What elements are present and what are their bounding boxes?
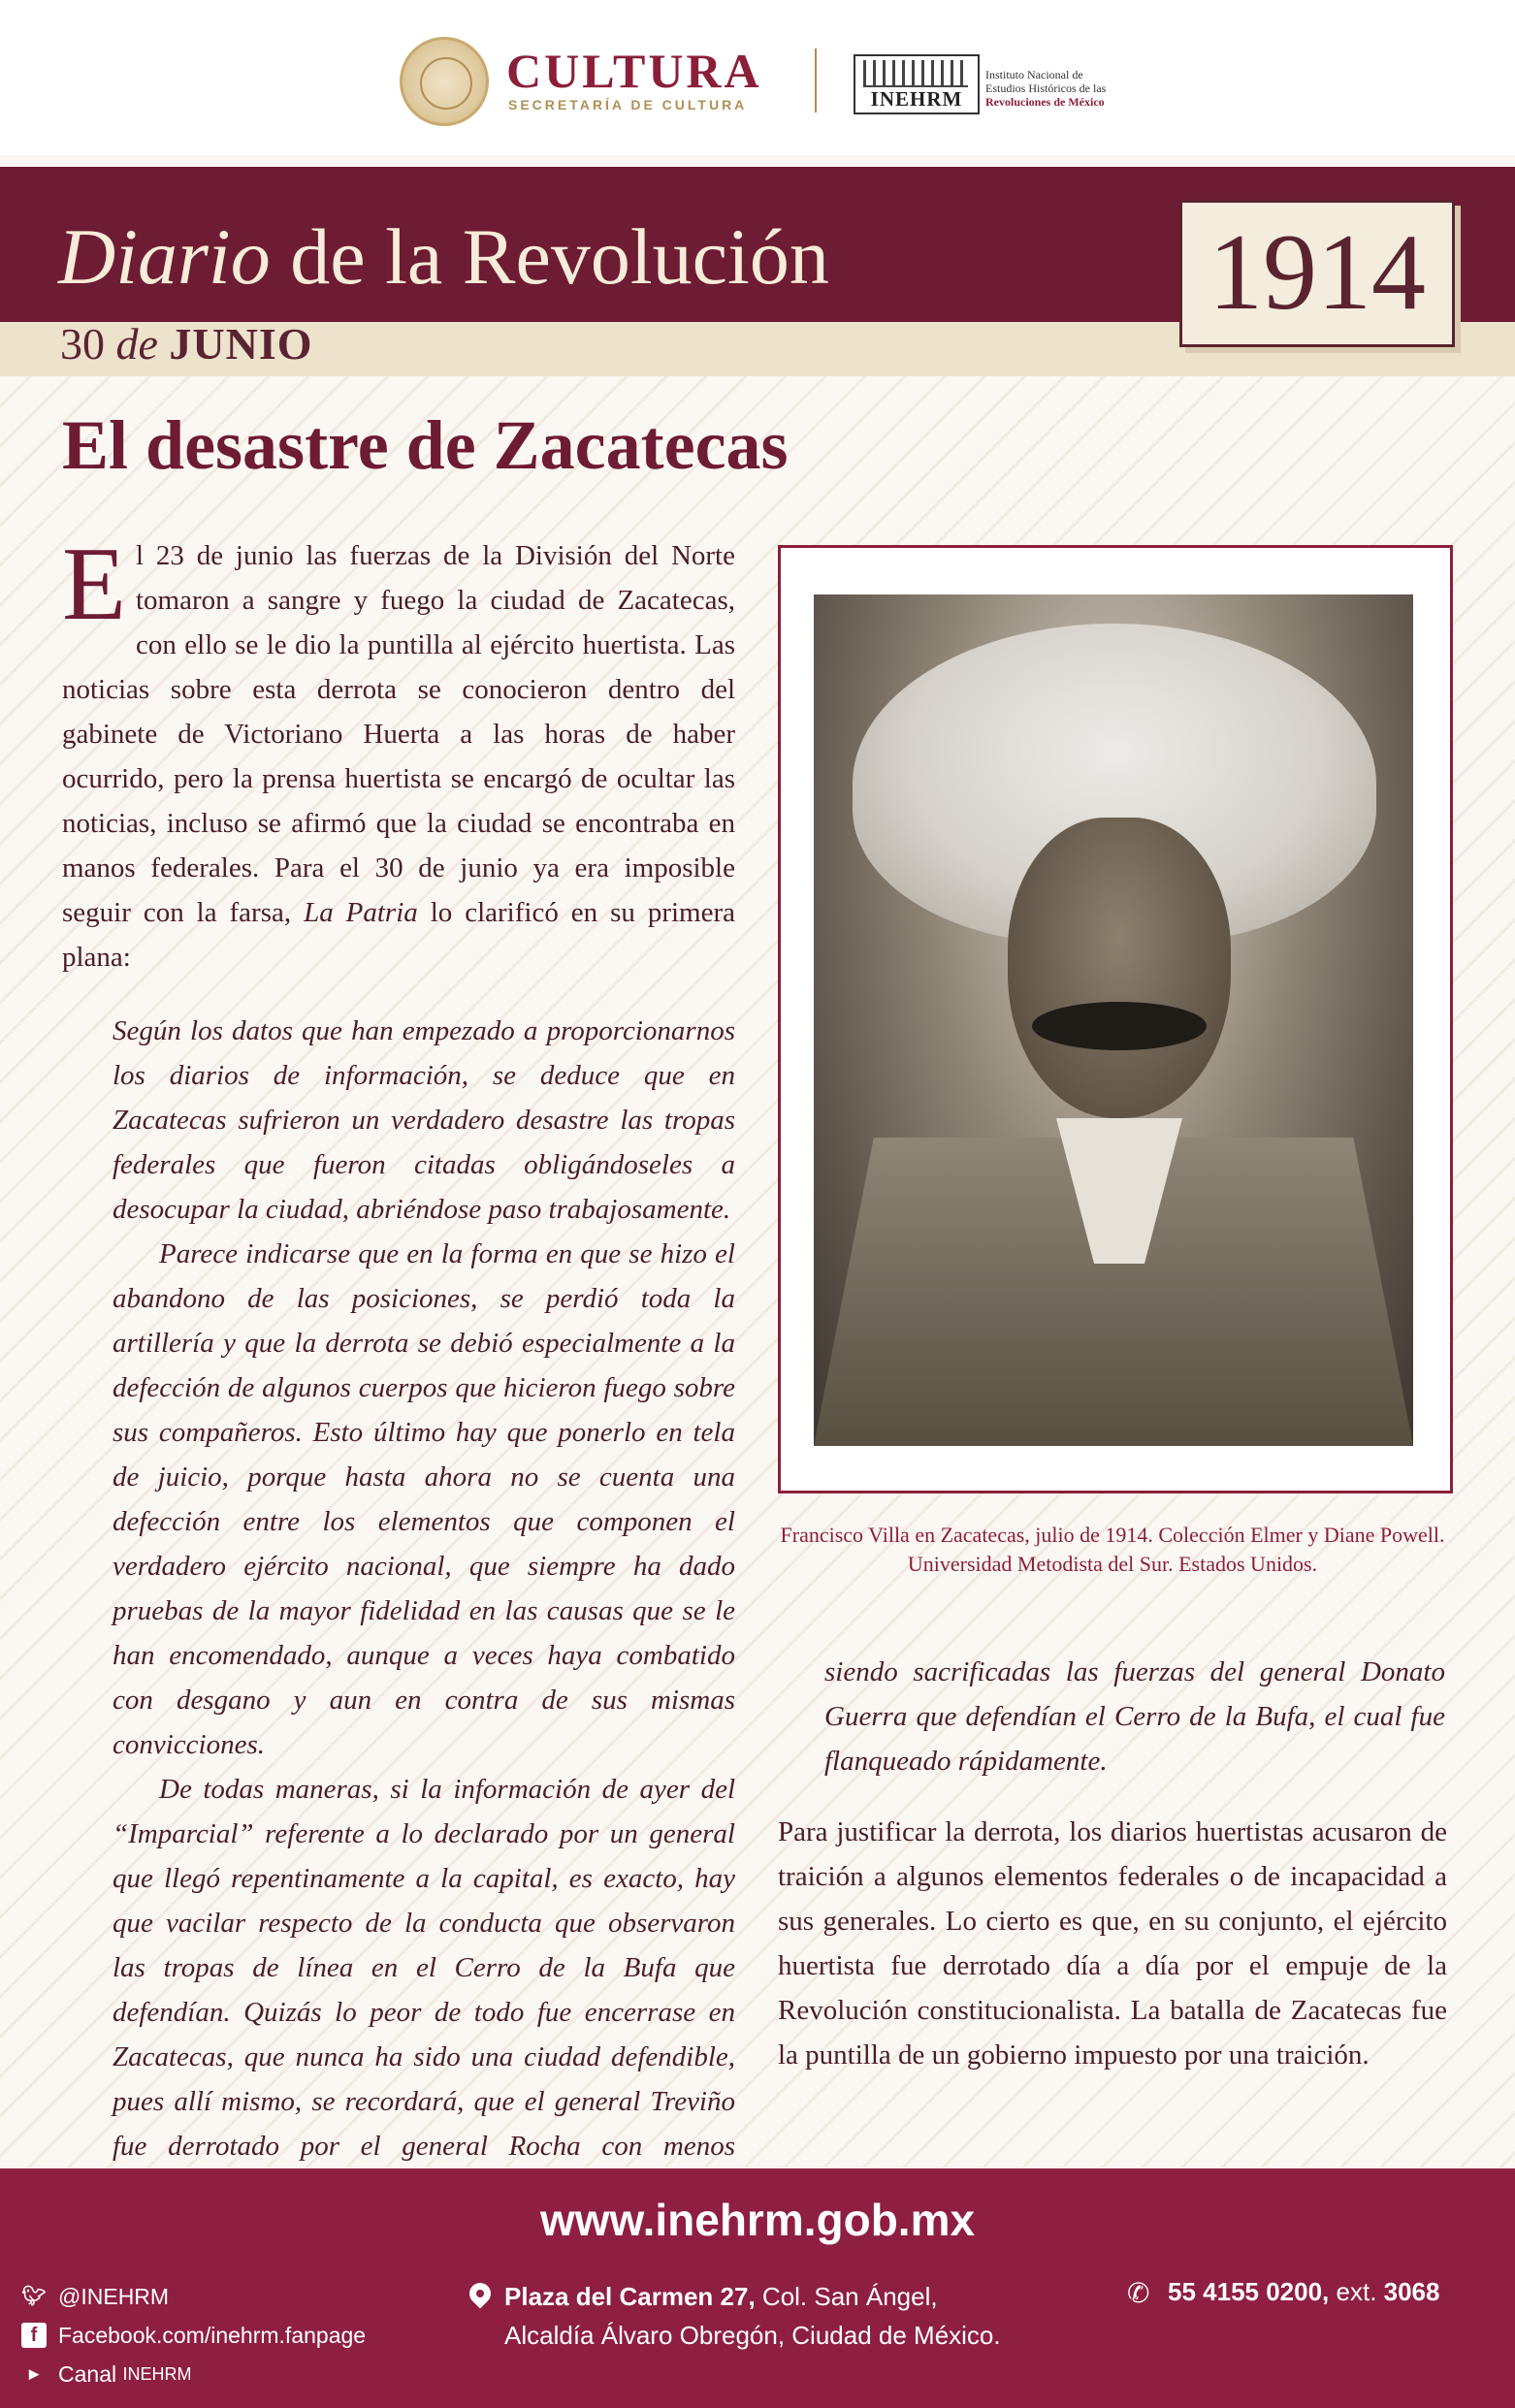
article-headline: El desastre de Zacatecas xyxy=(62,406,789,484)
quote-paragraph: De todas maneras, si la información de ayer del “Imparcial” referente a lo declarado por un general que llegó repentinamente a la capital, es exacto, hay que vacilar respecto de la conducta que observaron las tropas de línea en el Cerro de la Bufa que defendían. Quizás lo peor de todo fue encerrase en Zacatecas, que nunca ha sido una ciudad defendible, pues allí mismo, se recordará, que el general Treviño fue derrotado por el general Rocha con menos xyxy=(113,1774,735,2162)
website-link[interactable]: www.inehrm.gob.mx xyxy=(539,2195,976,2245)
conclusion-paragraph: Para justificar la derrota, los diarios huertistas acusaron de traición a algunos elementos federales o de incapacidad a sus generales. Lo cierto es que, en su conjunto, el ejército huertista fue derrotado día a día por el empuje de la Revolución constitucionalista. La batalla de Zacatecas fue la puntilla de un gobierno impuesto por una traición. xyxy=(778,1816,1447,2071)
footer xyxy=(0,2168,1515,2408)
government-seal-logo xyxy=(400,37,489,126)
phone-icon: ✆ xyxy=(1127,2278,1150,2308)
drop-cap: E xyxy=(62,527,126,642)
page-title: Diario de la Revolución xyxy=(58,212,829,301)
francisco-villa-photo xyxy=(814,594,1413,1446)
date-label: 30 de JUNIO xyxy=(60,319,313,369)
secretaria-text: SECRETARÍA DE CULTURA xyxy=(508,97,748,112)
facebook-link[interactable]: f Facebook.com/inehrm.fanpage xyxy=(21,2316,366,2355)
location-pin-icon xyxy=(465,2278,495,2308)
photo-frame xyxy=(778,545,1453,1493)
institute-name: Instituto Nacional de Estudios Históricos de las Revoluciones de México xyxy=(985,68,1107,109)
quote-paragraph: siendo sacrificadas las fuerzas del general Donato Guerra que defendían el Cerro de la Bufa, el cual fue flanqueado rápidamente. xyxy=(824,1656,1445,1777)
twitter-link[interactable]: 🐦︎ @INEHRM xyxy=(21,2284,170,2309)
facebook-icon: f xyxy=(21,2323,47,2348)
social-links xyxy=(21,2277,366,2393)
photo-caption: Francisco Villa en Zacatecas, julio de 1914. Colección Elmer y Diane Powell. Universidad Metodista del Sur. Estados Unidos. xyxy=(780,1523,1445,1576)
youtube-link[interactable]: ▶ Canal INEHRM xyxy=(21,2355,366,2393)
building-icon xyxy=(863,60,968,87)
logo-header xyxy=(0,0,1515,155)
twitter-icon: 🐦︎ xyxy=(21,2286,47,2307)
year-box xyxy=(1179,200,1455,347)
block-quote xyxy=(113,1009,735,2213)
youtube-icon: ▶ xyxy=(29,2366,39,2381)
quote-paragraph: Según los datos que han empezado a proporcionarnos los diarios de información, se deduce que en Zacatecas sufrieron un verdadero desastre las tropas federales que fueron citadas obligándoseles a desocupar la ciudad, abriéndose paso trabajosamente. xyxy=(113,1015,735,1225)
address: Plaza del Carmen 27, Col. San Ángel, Alcaldía Álvaro Obregón, Ciudad de México. xyxy=(504,2277,1001,2355)
phone-number[interactable]: 55 4155 0200, ext. 3068 xyxy=(1168,2277,1440,2306)
intro-paragraph: El 23 de junio las fuerzas de la División del Norte tomaron a sangre y fuego la ciudad de Zacatecas, con ello se le dio la puntilla al ejército huertista. Las noticias sobre esta derrota se conocieron dentro del gabinete de Victoriano Huerta a las horas de haber ocurrido, pero la prensa huertista se encargó de ocultar las noticias, incluso se afirmó que la ciudad se encontraba en manos federales. Para el 30 de junio ya era imposible seguir con la farsa, La Patria lo clarificó en su primera plana: xyxy=(62,527,735,973)
inehrm-logo: INEHRM xyxy=(854,54,980,114)
cultura-logo-text: CULTURA xyxy=(506,44,762,98)
block-quote-continued xyxy=(824,1650,1445,1783)
quote-paragraph: Parece indicarse que en la forma en que se hizo el abandono de las posiciones, se perdió toda la artillería y que la derrota se debió especialmente a la defección de algunos cuerpos que hicieron fuego sobre sus compañeros. Esto último hay que ponerlo en tela de juicio, porque hasta ahora no se cuenta una defección entre los elementos que componen el verdadero ejército nacional, que siempre ha dado pruebas de la mayor fidelidad en las causas que se le han encomendado, aunque a veces haya combatido con desgano y aun en contra de sus mismas convicciones. xyxy=(113,1238,735,1760)
year-label: 1914 xyxy=(1209,212,1426,333)
logo-divider xyxy=(815,48,817,112)
